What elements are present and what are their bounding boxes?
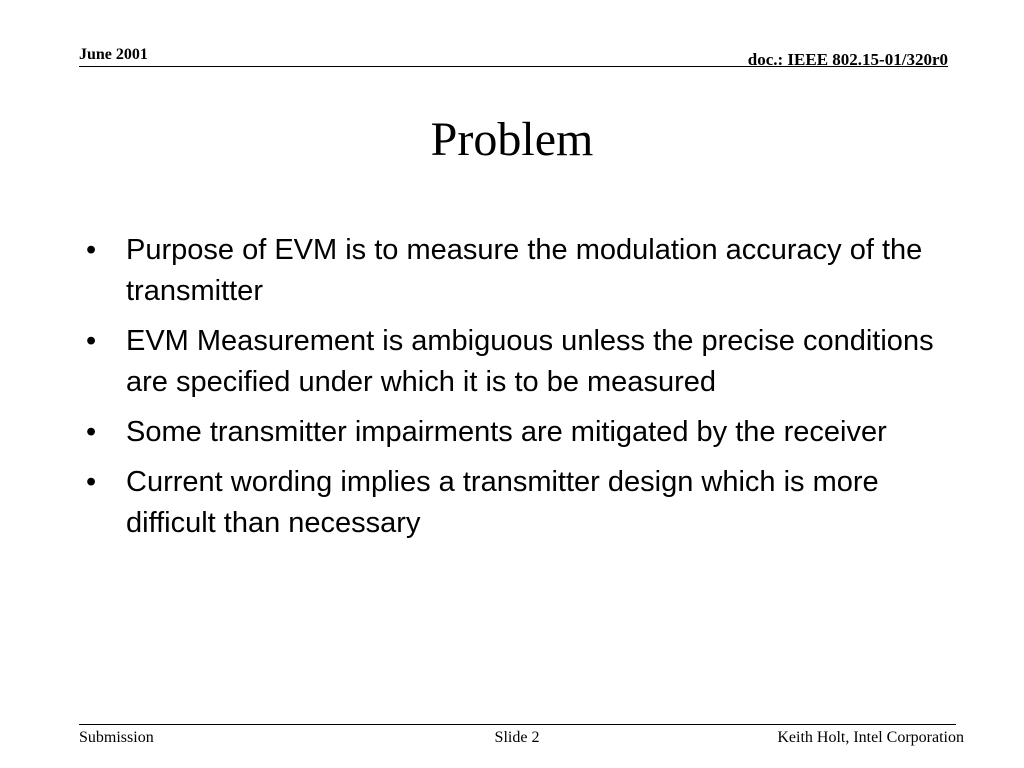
bullet-text: Some transmitter impairments are mitigated by the receiver	[126, 416, 887, 448]
bullet-dot-icon: •	[86, 325, 97, 357]
bullet-item	[86, 230, 946, 312]
footer-author: Keith Holt, Intel Corporation	[777, 729, 964, 746]
bullet-dot-icon: •	[86, 416, 97, 448]
header-divider	[79, 66, 948, 67]
slide-title: Problem	[430, 113, 594, 166]
footer-divider	[79, 724, 956, 725]
bullet-item	[86, 412, 946, 453]
header-doc-id: doc.: IEEE 802.15-01/320r0	[747, 50, 948, 69]
bullet-dot-icon: •	[86, 466, 97, 498]
header-date: June 2001	[79, 46, 148, 63]
footer-submission: Submission	[79, 729, 154, 746]
bullet-item	[86, 321, 946, 403]
bullet-item	[86, 462, 946, 544]
footer-slide-number: Slide 2	[494, 729, 540, 746]
bullet-text: Current wording implies a transmitter design which is more difficult than necessary	[126, 466, 879, 539]
bullet-list	[86, 230, 946, 553]
bullet-text: Purpose of EVM is to measure the modulation accuracy of the transmitter	[126, 234, 923, 307]
bullet-dot-icon: •	[86, 234, 97, 266]
bullet-text: EVM Measurement is ambiguous unless the precise conditions are specified under which it is to be measured	[126, 325, 934, 398]
